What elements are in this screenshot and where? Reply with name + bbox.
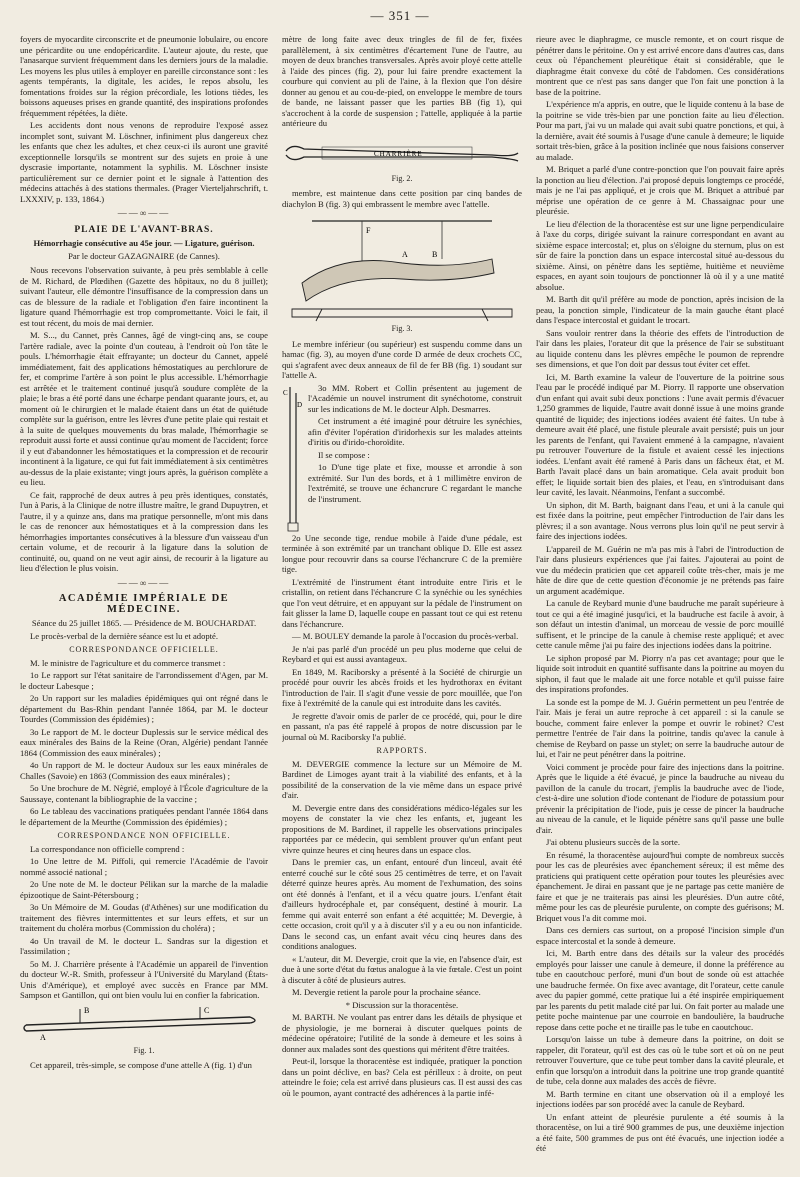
paragraph: Un siphon, dit M. Barth, baignant dans l'eau, et uni à la canule qui est fixée dans la poitrine, peut empêcher l'introduction de l'air dans les plèvres; il a son avantage. Nous verrons plus loin qu'il ne peut servir à faire des injections iodées. [536, 499, 784, 541]
figure-1 [20, 1005, 268, 1057]
paragraph: L'appareil de M. Guérin ne m'a pas mis à l'abri de l'introduction de l'air dans plusieurs expériences que j'ai faites. J'ajouterai au point de vue du médecin praticien que cet appareil coûte très-cher, mais je me hâte de dire que de cette question d'économie je ne prétends pas faire un argument académique. [536, 543, 784, 596]
paragraph: 2o Une seconde tige, rendue mobile à l'aide d'une pédale, est terminée à son extrémité par un tranchant oblique D. Elle est assez longue pour recouvrir dans sa course l'échancrure C de la première tige. [282, 532, 522, 574]
column-right [536, 34, 784, 1169]
paragraph: Ici, M. Barth entre dans des détails sur la valeur des procédés employés pour laisser une canule à demeure, il donne la préférence au tube en caoutchouc perforé, muni d'un bout de sonde où est attachée une baudruche fermée. On fixe avec avantage, dit l'orateur, cette canule avec du papier gommé, cette pratique lui a été inspirée empiriquement par les parents du petit malade cité par lui. On fait porter au malade une petite poche maintenue par une courroie en bandoulière, la baudruche repose dans cette poche et ne tiraille pas le tube en caoutchouc. [536, 948, 784, 1032]
paragraph: Nous recevons l'observation suivante, à peu près semblable à celle de M. Richard, de Plœdihen (Gazette des hôpitaux, no du 8 juillet); suivant l'auteur, elle démontre l'insuffisance de la compression dans un cas de blessure de la radiale et l'obligation d'en faire incontinent la ligature quand l'hémorrhagie est trop compromettante. Voici le fait, il est tout récent, du mois de mai dernier. [20, 265, 268, 328]
paragraph: Le lieu d'élection de la thoracentèse est sur une ligne perpendiculaire à l'axe du corps, dirigée suivant la rainure correspondant en avant au sixième espace intercostal; et, plus on s'éloigne du sternum, plus on est sûr de faire la ponction dans un espace intercostal situé au-dessous du sixième. Ainsi, on pénètre dans les septième, huitième et neuvième espaces, en ayant soin toujours de ponctionner là où il y a une matité absolue. [536, 218, 784, 292]
paragraph: M. BARTH. Ne voulant pas entrer dans les détails de physique et de physiologie, je me bornerai à discuter quelques points de médecine opératoire; l'utilité de la sonde à demeure et les soins à donner aux malades sont des questions qui méritent d'être traitées. [282, 1012, 522, 1054]
list-item: 2o Une note de M. le docteur Pélikan sur la marche de la maladie épizootique de Saint-Pétersbourg ; [20, 879, 268, 900]
paragraph: Dans ces derniers cas surtout, on a proposé l'incision simple d'un espace intercostal et la sonde à demeure. [536, 925, 784, 946]
paragraph: Voici comment je procède pour faire des injections dans la poitrine. Après que le liquide a été évacué, je pince la baudruche au niveau du pavillon de la canule du trocart, j'emplis la baudruche avec de l'iode, c'est-à-dire une solution d'iode contenant de l'iodure de potassium pour prévenir la précipitation de l'iode, puis je cesse de pincer la baudruche au niveau de la canule, et le liquide pénètre sans qu'il passe une bulle d'air. [536, 761, 784, 835]
figure-caption: Fig. 1. [133, 1045, 155, 1055]
list-item: 3o Le rapport de M. le docteur Duplessis sur le service médical des eaux minérales des Bains de la Reine (Oran, Algérie) pendant l'année 1864 (Commission des eaux minérales) ; [20, 726, 268, 758]
fig3-letter: B [432, 250, 438, 259]
subsection-title: CORRESPONDANCE OFFICIELLE. [69, 645, 219, 654]
paragraph: Il se compose : [318, 449, 370, 460]
list-item: 1o Le rapport sur l'état sanitaire de l'arrondissement d'Agen, par M. le docteur Labesque ; [20, 670, 268, 691]
paragraph: M. Devergie entre dans des considérations médico-légales sur les moyens de constater la vie chez les enfants, et, jugeant les propositions de M. Bardinet, il rappelle les observations principales rapportées par ce médecin, qui semblent prouver qu'un enfant peut vivre quinze heures et cinq heures dans un espace clos. [282, 802, 522, 855]
subsection-title: CORRESPONDANCE NON OFFICIELLE. [57, 831, 231, 840]
page-number: — 351 — [370, 8, 430, 23]
list-item: 2o Un rapport sur les maladies épidémiques qui ont régné dans le département du Bas-Rhin pendant l'année 1864, par M. le docteur Tourdes (Commission des épidémies) ; [20, 693, 268, 724]
figure-caption: Fig. 3. [391, 324, 413, 333]
pliers-illustration [282, 133, 522, 173]
divider-ornament: ——∞—— [117, 208, 171, 218]
paragraph: foyers de myocardite circonscrite et de pneumonie lobulaire, ou encore une péricardite ou une endopéricardite. L'auteur ajoute, du reste, que l'anasarque survient fréquemment dans les derniers jours de la maladie. Les moyens les plus utiles à employer en pareille circonstance sont : les agents tempérants, la digitale, les acides, le repos absolu, les fomentations froides sur la région précordiale, les lotions tièdes, les boissons aqueuses prises en grande quantité, des inspirations profondes fréquemment répétées, la diète. [20, 34, 268, 118]
section-subtitle-text: Hémorrhagie consécutive au 45e jour. — Ligature, guérison. [33, 238, 255, 248]
paragraph: Cet instrument a été imaginé pour détruire les synéchies, afin d'éviter l'opération d'iridorhexis sur les malades atteints d'iritis ou d'irido-choroïdite. [308, 416, 522, 447]
list-item: 5o Une brochure de M. Nègrié, employé à l'École d'agriculture de la Saussaye, contenant la bibliographie de la vaccine ; [20, 783, 268, 804]
list-item: 4o Un travail de M. le docteur L. Sandras sur la digestion et l'assimilation ; [20, 935, 268, 956]
column-left [20, 34, 268, 1169]
paragraph: Je n'ai pas parlé d'un procédé un peu plus moderne que celui de Reybard et qui est aussi avantageux. [282, 643, 522, 664]
figure-3 [282, 213, 522, 335]
paragraph: M. DEVERGIE commence la lecture sur un Mémoire de M. Bardinet de Limoges ayant trait à la viabilité des enfants, et à la possibilité de la conservation de la vie même dans un espace privé d'air. [282, 758, 522, 800]
paragraph: L'extrémité de l'instrument étant introduite entre l'iris et le cristallin, on retient dans l'échancrure C la synéchie ou les synéchies que l'on veut détruire, et en appuyant sur la pédale de l'instrument on fait glisser la lame D, laquelle coupe en passant tout ce qui est retenu dans l'échancrure. [282, 576, 522, 629]
fig3-letter: A [402, 250, 408, 259]
paragraph: rieure avec le diaphragme, ce muscle remonte, et on court risque de pénétrer dans le péritoine. On y est arrivé encore dans d'autres cas, dans ceux où l'épanchement pleurétique était si considérable, que le diaphragme était convexe du côté de l'abdomen. Ces considérations montrent que ce n'est pas sans danger que l'on fait une ponction à la base de la poitrine. [536, 34, 784, 97]
paragraph: M. Barth dit qu'il préfère au mode de ponction, après incision de la peau, la ponction simple, l'indicateur de la main gauche étant placé dans l'espace intercostal et guidant le trocart. [536, 294, 784, 325]
paragraph: La sonde est la pompe de M. J. Guérin permettent un peu l'entrée de l'air. Mais je ferai un autre reproche à cet appareil : si la canule se bouche, comment faire enlever la pompe et ouvrir le robinet? C'est permettre l'entrée de l'air dans la poitrine, tandis qu'avec la canule à chemise de Reybard on passe un stylet; on serre la baudruche autour de lui, et l'air ne peut pénétrer dans la poitrine. [536, 696, 784, 759]
section-author: Par le docteur GAZAGNAIRE (de Cannes). [68, 250, 220, 261]
list-item: 5o M. J. Charrière présente à l'Académie un appareil de l'invention du docteur W.-R. Smith, professeur à l'Université du Maryland (États-Unis d'Amérique), et employé avec succès en France par MM. Sampson et Gantillon, qui ont bien voulu lui en confier la fabrication. [20, 958, 268, 1000]
paragraph: En 1849, M. Raciborsky a présenté à la Société de chirurgie un procédé pour ouvrir les abcès froids et les hydrothorax en évitant l'introduction de l'air. Il s'agit d'une vessie de porc mouillée, que l'on fixe à l'extrémité de la canule qui est introduite dans les cavités. [282, 666, 522, 708]
list-item: 1o Une lettre de M. Piffoli, qui remercie l'Académie de l'avoir nommé associé national ; [20, 856, 268, 877]
fig3-letter: F [366, 226, 371, 235]
paragraph: membre, est maintenue dans cette position par cinq bandes de diachylon B (fig. 3) qui embrassent le membre avec l'attelle. [282, 188, 522, 209]
instrument-text [308, 383, 522, 507]
section-title: ACADÉMIE IMPÉRIALE DE MÉDECINE. [58, 593, 230, 615]
session-line: Séance du 25 juillet 1865. — Présidence de M. BOUCHARDAT. [31, 618, 257, 628]
paragraph: Cet appareil, très-simple, se compose d'une attelle A (fig. 1) d'un [30, 1060, 252, 1070]
paragraph: M. Devergie retient la parole pour la prochaine séance. [292, 987, 481, 997]
fig1-letter: C [204, 1005, 210, 1015]
leg-suspension-illustration [282, 213, 522, 323]
paragraph: M. Briquet a parlé d'une contre-ponction que l'on pouvait faire après la ponction au lieu d'élection. J'ai proposé depuis longtemps ce procédé, mais je ne l'ai pas appliqué, et je crois que M. Briquet a attribué par méprise une opération de ce genre à M. Chassaignac pour une pleurésie. [536, 164, 784, 216]
section-title: PLAIE DE L'AVANT-BRAS. [74, 224, 214, 235]
paragraph: mètre de long faite avec deux tringles de fil de fer, fixées parallèlement, à six centimètres d'écartement l'une de l'autre, au moyen de deux branches transversales. Après avoir ployé cette attelle à l'aide des pinces (fig. 2), pour lui faire prendre exactement la courbure qui convient au pli de l'aine, à la flexion que l'on désire donner au genou et au cou-de-pied, on enveloppe le membre de tours de bande, ne laissant passer que les parties BB (fig 1), qui s'accrochent à la corde de suspension ; l'attelle, appliquée à la partie antérieure du [282, 34, 522, 128]
paragraph: — M. BOULEY demande la parole à l'occasion du procès-verbal. [292, 631, 519, 641]
paragraph: Sans vouloir rentrer dans la théorie des effets de l'introduction de l'air dans les plaies, l'orateur dit que la présence de l'air se substituant au liquide contenu dans les plèvres empêche le poumon de reprendre ses dimensions, et que l'on doit par dessus tout éviter cet effet. [536, 327, 784, 369]
paragraph: Ici, M. Barth examine la valeur de l'ouverture de la poitrine sous l'eau par le procédé indiqué par M. Piorry. Il rapporte une observation d'un enfant qui avait subi deux ponctions : l'une avait permis d'évacuer 1,250 grammes de liquide, l'autre avait donné issue à une moins grande quantité de liquide; des injections iodées avaient été faites. Un tube à demeure avait été placé, une fistule pleurale avait persisté; puis un jour les parents de l'enfant, qui l'avaient emmené à la campagne, n'avaient pu retrouver l'ouverture de la fistule et avaient cessé les injections iodées. L'enfant avait été ramené à Paris dans un fâcheux état, et M. Barth l'avait placé dans un bain aromatique. Cela avait produit bon effet; le liquide sortait bien des plaies, et l'eau, en s'introduisant dans leur cavité, les lavait. Néanmoins, l'enfant a succombé. [536, 371, 784, 497]
paragraph: Un enfant atteint de pleurésie purulente a été soumis à la thoracentèse, on lui a tiré 900 grammes de pus, une deuxième injection a été faite, 500 grammes de pus ont été évacués, une injection iodée a été [536, 1111, 784, 1153]
subsection-title: * Discussion sur la thoracentèse. [345, 999, 459, 1010]
section-subtitle [20, 238, 268, 249]
paragraph: Le membre inférieur (ou supérieur) est suspendu comme dans un hamac (fig. 3), au moyen d'une corde D armée de deux crochets CC, qui s'agrafent avec deux anneaux de fil de fer BB (fig. 1) soudant sur l'attelle A. [282, 338, 522, 380]
divider-ornament: ——∞—— [117, 577, 171, 588]
instrument-block [282, 383, 522, 533]
paragraph: M. Barth termine en citant une observation où il a employé les injections iodées par son procédé avec la canule de Reybard. [536, 1088, 784, 1109]
paragraph: Peut-il, lorsque la thoracentèse est indiquée, pratiquer la ponction dans un point déclive, en bas? Cela est périlleux : à droite, on peut atteindre le foie; cela est arrivé dans plusieurs cas. Il est aussi des cas où le poumon, ayant contracté des adhérences à la partie infé- [282, 1056, 522, 1098]
fig1-letter: B [84, 1005, 90, 1015]
paragraph: Le siphon proposé par M. Piorry n'a pas cet avantage; pour que le liquide soit introduit en quantité suffisante dans la poitrine au moyen du siphon, il faut que le malade ait une force notable et qu'il puisse faire des inspirations profondes. [536, 652, 784, 694]
list-item: 3o Un Mémoire de M. Goudas (d'Athènes) sur une modification du traitement des fièvres intermittentes et sur leurs effets, et sur un traitement du choléra morbus (Commission du choléra) ; [20, 902, 268, 933]
instrument-letter: D [297, 400, 303, 409]
paragraph: M. S..., du Cannet, près Cannes, âgé de vingt-cinq ans, se coupe l'artère radiale, avec la pointe d'un couteau, à l'endroit où l'on tâte le pouls. L'hémorrhagie était effrayante; un docteur du Cannet, appelé immédiatement, fait des applications hémostatiques au perchlorure de fer, et comprime l'artère à son point le plus accessible. L'hémorrhagie est arrêtée et le traitement continué jusqu'à soudure complète de la plaie; le bras a été porté dans une écharpe pendant quarante jours, et, au moment où le chirurgien et le malade étaient dans un état de quiétude complète sur la guérison, entre les lèvres d'une petite plaie qui restait et à la suite de quelques mouvements du bras malade, l'hémorrhagie se reproduit aussi forte et aussi continue qu'au moment de l'accident; force il y eut d'abandonner les hémostatiques et la compression et de recourir incontinent à la ligature, ce qui fut fait immédiatement à six centimètres au-dessus de la plaie existante; vingt jours après, la guérison complète a eu lieu. [20, 330, 268, 487]
paragraph: Dans le premier cas, un enfant, entouré d'un linceul, avait été enterré couché sur le côté sous 25 centimètres de terre, et on l'avait déterré quinze heures après. Au moment de l'exhumation, des soins ont été donnés à l'enfant, et il a vécu quatre jours. L'enfant était d'ailleurs hydrocéphale et, par conséquent, destiné à mourir. La femme qui avait enterré son enfant a été acquittée; M. Devergie, à cette occasion, croit qu'il y a à discuter s'il y a eu ou non infanticide. Dans le second cas, un enfant avait vécu cinq heures dans des conditions analogues. [282, 857, 522, 951]
splint-illustration [20, 1005, 268, 1045]
figure-2 [282, 133, 522, 185]
paragraph: Lorsqu'on laisse un tube à demeure dans la poitrine, on doit se rappeler, dit l'orateur, qu'il est des cas où le tube sort et où on ne peut retrouver l'ouverture, que ce tube peut tomber dans la cavité pleurale, et enfin que lorsqu'on a introduit dans la poitrine une trop grande quantité de tube, cela donne aux malades des accès de fièvre. [536, 1034, 784, 1086]
paragraph: Le procès-verbal de la dernière séance est lu et adopté. [30, 630, 219, 641]
paragraph: L'expérience m'a appris, en outre, que le liquide contenu à la base de la poitrine se vide très-bien par une ponction faite au lieu d'élection. Pour ma part, j'ai vu un malade qui avait subi quatre ponctions, et qui, à la dernière, avait été soumis à l'usage d'une canule à demeure; le liquide sortait très-bien, grâce à la position inclinée que nous faisions conserver au malade. [536, 99, 784, 162]
fig2-maker-label: CHARRIÈRE [374, 149, 423, 158]
paragraph: « L'auteur, dit M. Devergie, croit que la vie, en l'absence d'air, est due à une sorte d'état du fœtus analogue à la vie fœtale. C'est un point à discuter à côté de plusieurs autres. [282, 953, 522, 985]
paragraph: Ce fait, rapproché de deux autres à peu près identiques, constatés, l'un à Paris, à la Clinique de notre illustre maître, le grand Dupuytren, et l'autre, il y a quinze ans, dans ma pratique personnelle, m'ont mis dans le cas de renoncer aux hémostatiques et à la compression dans les hémorrhagies importantes consécutives à la blessure d'un vaisseau d'un certain volume, et de recourir à la ligature dans la solution de continuité, ou, quand on ne veut agir ainsi, de recourir à la ligature au lieu d'élection le plus voisin. [20, 489, 268, 573]
synechotome-illustration [282, 383, 304, 533]
paragraph: La canule de Reybard munie d'une baudruche me paraît supérieure à tout ce qui a été imaginé jusqu'ici, et la baudruche est facile à avoir, à son défaut un intestin d'animal, un morceau de vessie de porc mouillé suffisent, et le principe de la canule à chemise reste appliqué; et avec cette canule même j'ai pu faire des injections iodées dans la poitrine. [536, 598, 784, 650]
paragraph: J'ai obtenu plusieurs succès de la sorte. [546, 837, 681, 847]
list-item: 6o Le tableau des vaccinations pratiquées pendant l'année 1864 dans le département de la Meurthe (Commission des épidémies) ; [20, 806, 268, 827]
column-middle [282, 34, 522, 1169]
paragraph: Je regrette d'avoir omis de parler de ce procédé, qui, pour le dire en passant, n'a pas été rappelé à propos de notre discussion par le journal où M. Raciborsky l'a publié. [282, 710, 522, 742]
figure-caption: Fig. 2. [391, 173, 413, 183]
paragraph: 1o D'une tige plate et fixe, mousse et arrondie à son extrémité. Sur l'un des bords, et à 1 millimètre environ de l'extrémité, se trouve une échancrure C regardant le manche de l'instrument. [308, 462, 522, 504]
list-item: 4o Un rapport de M. le docteur Audoux sur les eaux minérales de Challes (Savoie) en 1863 (Commission des eaux minérales) ; [20, 760, 268, 781]
subsection-title: RAPPORTS. [376, 746, 428, 755]
paragraph: En résumé, la thoracentèse aujourd'hui compte de nombreux succès pour les cas de pleurésies avec épanchement séreux; il est même des praticiens qui pratiquent cette opération pour toutes les pleurésies avec épanchement. Je dirai en passant que je ne partage pas cette manière de faire et que je ne traiterais pas ainsi les pleurésies. D'un autre côté, même pour les cas de pleurésie purulente, on compte des guérisons; M. Briquet vous l'a dit comme moi. [536, 849, 784, 923]
paragraph: M. le ministre de l'agriculture et du commerce transmet : [30, 657, 226, 668]
paragraph: 3o MM. Robert et Collin présentent au jugement de l'Académie un nouvel instrument dit synéchotome, construit sur les indications de M. le docteur Alph. Desmarres. [308, 382, 522, 414]
fig1-letter: A [40, 1032, 46, 1042]
paragraph: Les accidents dont nous venons de reproduire l'exposé assez incomplet sont, suivant M. Löschner, infiniment plus dangereux chez les enfants que chez les adultes, et chez ceux-ci ils auront une gravité exceptionnelle lorsqu'ils se montrent sur des sujets en proie à une dyscrasie importante, notamment la syphilis. M. Löschner insiste particulièrement sur ce dernier point et le signale à l'attention des médecins attachés à des stations thermales. (Prager Vierteljahrschrift, t. LXXXIV, p. 133, 1864.) [20, 120, 268, 204]
paragraph: La correspondance non officielle comprend : [30, 843, 185, 854]
instrument-letter: C [283, 388, 288, 397]
